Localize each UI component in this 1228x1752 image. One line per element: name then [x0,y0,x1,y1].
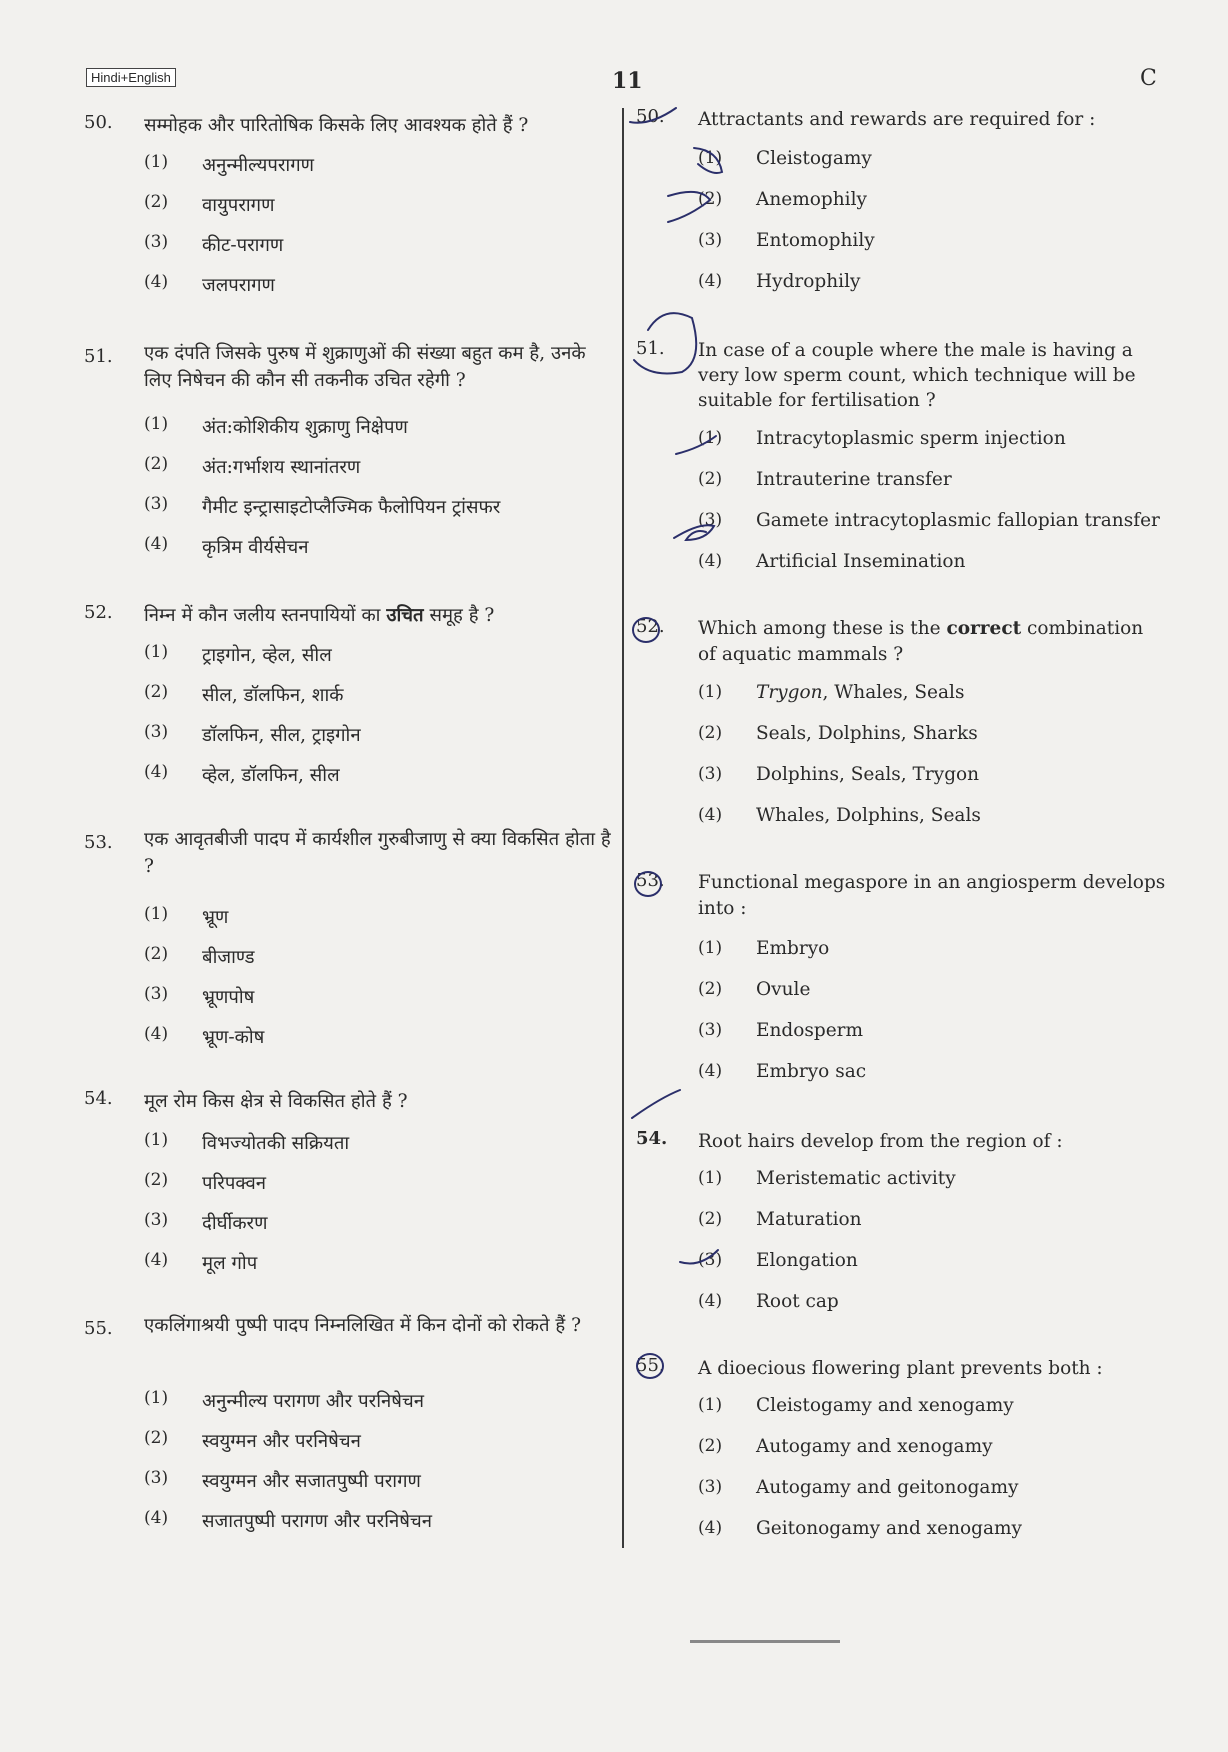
option-number: (1) [144,1388,169,1408]
option-number: (2) [144,682,169,702]
option-text: Ovule [756,979,811,1000]
option-number: (4) [698,551,723,571]
option-text: वायुपरागण [202,195,275,216]
option-number: (3) [144,984,169,1004]
option-number: (1) [144,414,169,434]
option[interactable] [144,944,614,978]
option-text: Entomophily [756,230,875,251]
option-number: (4) [144,1508,169,1528]
option-text: Elongation [756,1250,858,1271]
option-text: जलपरागण [202,275,275,296]
option-number: (2) [698,469,723,489]
option-number: (1) [698,938,723,958]
option-text-rest: , Whales, Seals [822,682,965,703]
option-text: भ्रूणपोष [202,987,255,1008]
question-text [144,602,614,629]
question-text-part: Which among these is the [698,618,947,639]
option-number: (3) [144,232,169,252]
question-text [698,616,1166,668]
option-number: (3) [144,1210,169,1230]
option-text: Dolphins, Seals, Trygon [756,764,980,785]
option[interactable] [698,1436,1166,1470]
question-number: 52. [84,602,113,623]
option[interactable] [144,232,614,266]
question-text-emphasis: उचित [386,605,424,626]
question-number: 52. [636,616,665,637]
question-text: Attractants and rewards are required for : [698,109,1096,130]
option-text: Intracytoplasmic sperm injection [756,428,1066,449]
question-text-emphasis: correct [946,618,1022,639]
option[interactable] [698,1168,1166,1202]
option[interactable] [144,722,614,756]
option-number: (2) [698,1209,723,1229]
question-text: एकलिंगाश्रयी पुष्पी पादप निम्नलिखित में किन दोनों को रोकते हैं ? [144,1315,582,1336]
option-number: (1) [698,1395,723,1415]
option-text-italic: Trygon [756,682,823,703]
option-number: (3) [698,1020,723,1040]
option[interactable] [698,1061,1166,1095]
option[interactable] [144,454,614,488]
question-number: 50. [84,112,113,133]
option-number: (2) [144,1428,169,1448]
question-number: 51. [84,346,113,367]
question-number: 54. [636,1128,668,1149]
option-text: ट्राइगोन, व्हेल, सील [202,645,332,666]
question-text: एक दंपति जिसके पुरुष में शुक्राणुओं की संख्या बहुत कम है, उनके लिए निषेचन की कौन सी तकनीक उचित रहेगी ? [144,343,586,391]
option[interactable] [698,189,1166,223]
question-number: 55. [84,1318,113,1339]
option[interactable] [698,1518,1166,1552]
option-number: (4) [698,1291,723,1311]
option[interactable] [144,414,614,448]
option[interactable] [698,682,1166,716]
option[interactable] [698,1291,1166,1325]
option-number: (2) [144,944,169,964]
option-text: भ्रूण-कोष [202,1027,265,1048]
question-text: A dioecious flowering plant prevents both : [698,1358,1103,1379]
option-number: (4) [698,1061,723,1081]
option[interactable] [698,510,1166,544]
question-text: Functional megaspore in an angiosperm develops into : [698,872,1166,919]
option-text: Autogamy and geitonogamy [756,1477,1019,1498]
question-text-part: combination of aquatic mammals ? [698,618,1144,665]
question-number: 55. [636,1355,665,1376]
option-number: (4) [144,1024,169,1044]
question-text: In case of a couple where the male is having a very low sperm count, which technique will be suitable for fertilisation ? [698,340,1136,411]
option-number: (1) [144,904,169,924]
option[interactable] [698,938,1166,972]
option[interactable] [144,682,614,716]
question-number: 54. [84,1088,113,1109]
option[interactable] [698,805,1166,839]
option-text: Embryo [756,938,830,959]
option-text: गैमीट इन्ट्रासाइटोप्लैज्मिक फैलोपियन ट्रांसफर [202,497,501,518]
question-text-part: समूह है ? [423,605,495,626]
option[interactable] [144,1388,614,1422]
option-number: (2) [144,192,169,212]
option[interactable] [698,979,1166,1013]
option-text: मूल गोप [202,1253,258,1274]
option-number: (4) [698,271,723,291]
option[interactable] [144,984,614,1018]
option-number: (4) [698,805,723,825]
question-number: 53. [84,832,113,853]
option-text: कीट-परागण [202,235,284,256]
option-number: (1) [144,1130,169,1150]
option[interactable] [698,1020,1166,1054]
option-text: Meristematic activity [756,1168,956,1189]
option[interactable] [698,230,1166,264]
column-divider [622,108,624,1548]
option-number: (2) [698,979,723,999]
option-number: (2) [144,454,169,474]
option[interactable] [144,1428,614,1462]
question-text: सम्मोहक और पारितोषिक किसके लिए आवश्यक होते हैं ? [144,115,529,136]
option-number: (3) [698,1477,723,1497]
option-text: Seals, Dolphins, Sharks [756,723,978,744]
option[interactable] [698,551,1166,585]
option[interactable] [144,192,614,226]
page-number: 11 [612,68,643,94]
option-text: अंत:गर्भाशय स्थानांतरण [202,457,361,478]
option[interactable] [698,1395,1166,1429]
option-number: (1) [698,428,723,448]
option-number: (4) [144,762,169,782]
option-text: Cleistogamy and xenogamy [756,1395,1014,1416]
option[interactable] [144,1508,614,1542]
option[interactable] [144,1468,614,1502]
option-text: Root cap [756,1291,839,1312]
option-number: (1) [698,1168,723,1188]
option-text: Geitonogamy and xenogamy [756,1518,1022,1539]
question-text: एक आवृतबीजी पादप में कार्यशील गुरुबीजाणु से क्या विकसित होता है ? [144,829,611,877]
option-text: Gamete intracytoplasmic fallopian transfer [756,510,1160,531]
option[interactable] [698,1477,1166,1511]
option[interactable] [144,642,614,676]
option-number: (3) [698,230,723,250]
option-text: विभज्योतकी सक्रियता [202,1133,350,1154]
option-number: (2) [698,723,723,743]
option[interactable] [144,1210,614,1244]
option-text: Maturation [756,1209,862,1230]
footer-rule [690,1640,840,1643]
option-number: (4) [144,1250,169,1270]
option-text: व्हेल, डॉलफिन, सील [202,765,340,786]
option-text: Cleistogamy [756,148,872,169]
language-tag: Hindi+English [86,68,176,87]
option-text: स्वयुग्मन और परनिषेचन [202,1431,361,1452]
option-number: (1) [698,682,723,702]
option-number: (4) [144,272,169,292]
option-text: Hydrophily [756,271,861,292]
option-text: अनुन्मील्यपरागण [202,155,314,176]
option[interactable] [698,1250,1166,1284]
option[interactable] [698,428,1166,462]
option[interactable] [144,1170,614,1204]
option-number: (1) [144,642,169,662]
option-text [756,682,964,703]
option-text: Autogamy and xenogamy [756,1436,993,1457]
option[interactable] [698,764,1166,798]
option[interactable] [144,1250,614,1284]
option-number: (2) [144,1170,169,1190]
option-text: अंत:कोशिकीय शुक्राणु निक्षेपण [202,417,408,438]
question-text-part: निम्न में कौन जलीय स्तनपायियों का [144,605,387,626]
option[interactable] [144,152,614,186]
option-number: (1) [698,148,723,168]
option-number: (2) [698,1436,723,1456]
option-text: स्वयुग्मन और सजातपुष्पी परागण [202,1471,421,1492]
option-text: डॉलफिन, सील, ट्राइगोन [202,725,361,746]
option-number: (3) [144,722,169,742]
option-text: अनुन्मील्य परागण और परनिषेचन [202,1391,424,1412]
option[interactable] [698,271,1166,305]
option-number: (3) [698,1250,723,1270]
option-text: Endosperm [756,1020,864,1041]
option-text: Intrauterine transfer [756,469,952,490]
option-number: (4) [698,1518,723,1538]
option[interactable] [144,534,614,568]
option-text: दीर्घीकरण [202,1213,268,1234]
set-code: C [1140,66,1157,91]
option-number: (2) [698,189,723,209]
question-number: 53. [636,870,665,891]
option[interactable] [144,272,614,306]
question-text: मूल रोम किस क्षेत्र से विकसित होते हैं ? [144,1091,408,1112]
option-text: बीजाण्ड [202,947,255,968]
option[interactable] [144,1130,614,1164]
option-number: (4) [144,534,169,554]
option-number: (3) [144,1468,169,1488]
option[interactable] [144,904,614,938]
option-number: (3) [698,764,723,784]
option[interactable] [144,494,614,528]
option-number: (1) [144,152,169,172]
option-text: Anemophily [756,189,867,210]
option-text: सील, डॉलफिन, शार्क [202,685,344,706]
option[interactable] [698,723,1166,757]
option-text: Whales, Dolphins, Seals [756,805,981,826]
question-text: Root hairs develop from the region of : [698,1131,1063,1152]
option-number: (3) [144,494,169,514]
option-text: कृत्रिम वीर्यसेचन [202,537,309,558]
option-text: परिपक्वन [202,1173,267,1194]
option[interactable] [698,1209,1166,1243]
option[interactable] [144,762,614,796]
pen-stroke-q54 [632,1090,680,1118]
option-number: (3) [698,510,723,530]
option-text: Artificial Insemination [756,551,966,572]
option-text: सजातपुष्पी परागण और परनिषेचन [202,1511,432,1532]
option-text: भ्रूण [202,907,229,928]
question-number: 51. [636,338,665,359]
option[interactable] [698,148,1166,182]
option[interactable] [144,1024,614,1058]
option-text: Embryo sac [756,1061,867,1082]
question-number: 50. [636,106,665,127]
option[interactable] [698,469,1166,503]
